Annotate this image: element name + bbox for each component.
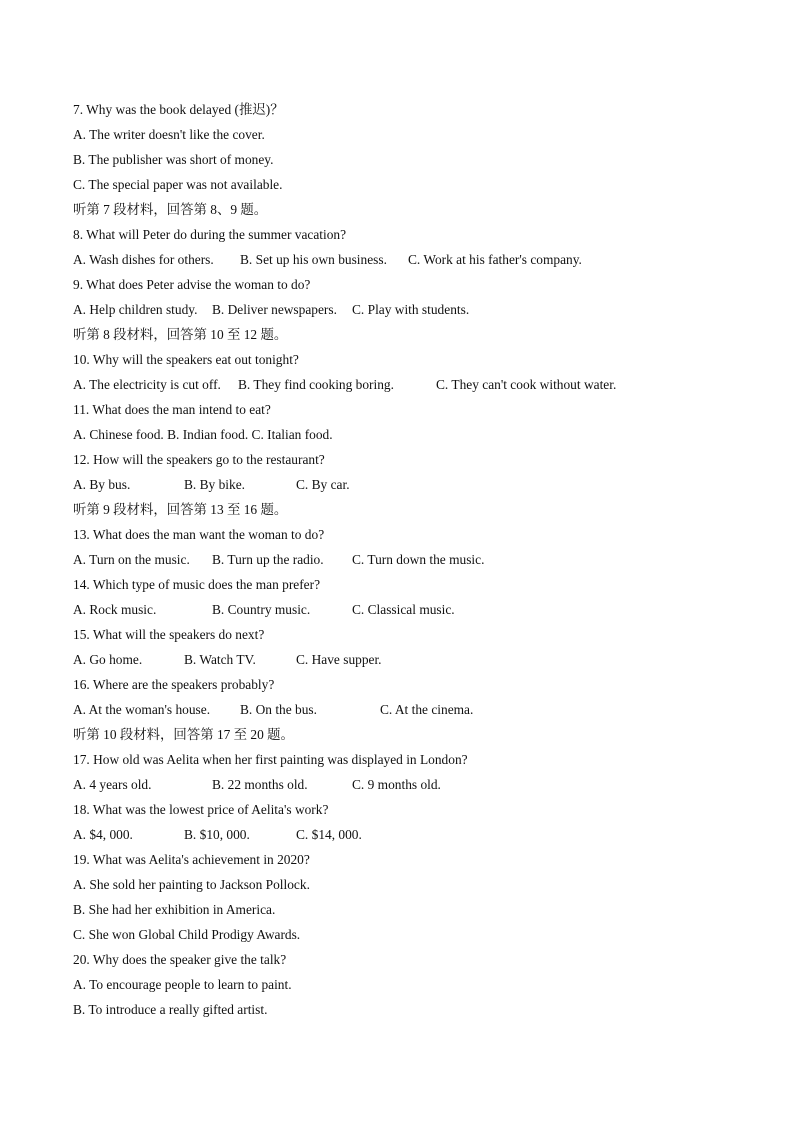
question-14-option-c: C. Classical music. xyxy=(352,602,455,617)
question-16-option-b: B. On the bus. xyxy=(240,702,317,717)
question-15-options xyxy=(73,647,753,672)
question-8: 8. What will Peter do during the summer vacation? xyxy=(73,227,347,242)
question-9-option-a: A. Help children study. xyxy=(73,302,198,317)
question-18: 18. What was the lowest price of Aelita's work? xyxy=(73,802,329,817)
question-9: 9. What does Peter advise the woman to do? xyxy=(73,277,311,292)
question-18-option-a: A. $4, 000. xyxy=(73,827,133,842)
question-14-option-b: B. Country music. xyxy=(212,602,311,617)
question-7-option-c: C. The special paper was not available. xyxy=(73,177,283,192)
question-20: 20. Why does the speaker give the talk? xyxy=(73,952,287,967)
question-9-options xyxy=(73,297,753,322)
question-12: 12. How will the speakers go to the restaurant? xyxy=(73,452,325,467)
section-9-instruction: 听第 9 段材料，回答第 13 至 16 题。 xyxy=(73,502,288,517)
question-14-options xyxy=(73,597,753,622)
question-12-option-c: C. By car. xyxy=(296,477,350,492)
question-17: 17. How old was Aelita when her first painting was displayed in London? xyxy=(73,752,468,767)
question-16-option-c: C. At the cinema. xyxy=(380,702,474,717)
question-16-option-a: A. At the woman's house. xyxy=(73,702,211,717)
question-10-option-c: C. They can't cook without water. xyxy=(436,377,617,392)
section-7-instruction: 听第 7 段材料，回答第 8、9 题。 xyxy=(73,202,268,217)
question-16-options xyxy=(73,697,753,722)
question-12-options xyxy=(73,472,753,497)
question-11: 11. What does the man intend to eat? xyxy=(73,402,271,417)
question-8-option-c: C. Work at his father's company. xyxy=(408,252,582,267)
question-13-options xyxy=(73,547,753,572)
question-15-option-b: B. Watch TV. xyxy=(184,652,256,667)
question-10-option-a: A. The electricity is cut off. xyxy=(73,377,221,392)
question-13-option-b: B. Turn up the radio. xyxy=(212,552,324,567)
question-18-option-c: C. $14, 000. xyxy=(296,827,362,842)
question-10-option-b: B. They find cooking boring. xyxy=(238,377,394,392)
question-7-option-a: A. The writer doesn't like the cover. xyxy=(73,127,265,142)
question-14: 14. Which type of music does the man prefer? xyxy=(73,577,321,592)
question-10-options xyxy=(73,372,753,397)
question-13-option-a: A. Turn on the music. xyxy=(73,552,190,567)
question-13: 13. What does the man want the woman to do? xyxy=(73,527,325,542)
question-19: 19. What was Aelita's achievement in 2020? xyxy=(73,852,310,867)
question-9-option-b: B. Deliver newspapers. xyxy=(212,302,337,317)
exam-page xyxy=(73,97,753,1022)
question-8-option-a: A. Wash dishes for others. xyxy=(73,252,214,267)
question-16: 16. Where are the speakers probably? xyxy=(73,677,275,692)
question-12-option-b: B. By bike. xyxy=(184,477,246,492)
question-13-option-c: C. Turn down the music. xyxy=(352,552,485,567)
question-15-option-c: C. Have supper. xyxy=(296,652,382,667)
question-19-option-a: A. She sold her painting to Jackson Pollock. xyxy=(73,877,310,892)
question-19-option-b: B. She had her exhibition in America. xyxy=(73,902,276,917)
question-17-option-a: A. 4 years old. xyxy=(73,777,152,792)
question-17-options xyxy=(73,772,753,797)
question-7: 7. Why was the book delayed (推迟)？ xyxy=(73,102,284,117)
question-17-option-b: B. 22 months old. xyxy=(212,777,308,792)
question-12-option-a: A. By bus. xyxy=(73,477,131,492)
question-20-option-b: B. To introduce a really gifted artist. xyxy=(73,1002,268,1017)
question-17-option-c: C. 9 months old. xyxy=(352,777,441,792)
question-18-option-b: B. $10, 000. xyxy=(184,827,250,842)
question-9-option-c: C. Play with students. xyxy=(352,302,470,317)
question-19-option-c: C. She won Global Child Prodigy Awards. xyxy=(73,927,301,942)
question-18-options xyxy=(73,822,753,847)
question-14-option-a: A. Rock music. xyxy=(73,602,157,617)
question-15-option-a: A. Go home. xyxy=(73,652,143,667)
section-8-instruction: 听第 8 段材料，回答第 10 至 12 题。 xyxy=(73,327,288,342)
question-20-option-a: A. To encourage people to learn to paint. xyxy=(73,977,292,992)
question-7-option-b: B. The publisher was short of money. xyxy=(73,152,274,167)
question-8-option-b: B. Set up his own business. xyxy=(240,252,387,267)
section-10-instruction: 听第 10 段材料，回答第 17 至 20 题。 xyxy=(73,727,294,742)
question-11-options: A. Chinese food. B. Indian food. C. Italian food. xyxy=(73,427,333,442)
question-10: 10. Why will the speakers eat out tonight? xyxy=(73,352,299,367)
question-15: 15. What will the speakers do next? xyxy=(73,627,265,642)
question-8-options xyxy=(73,247,753,272)
